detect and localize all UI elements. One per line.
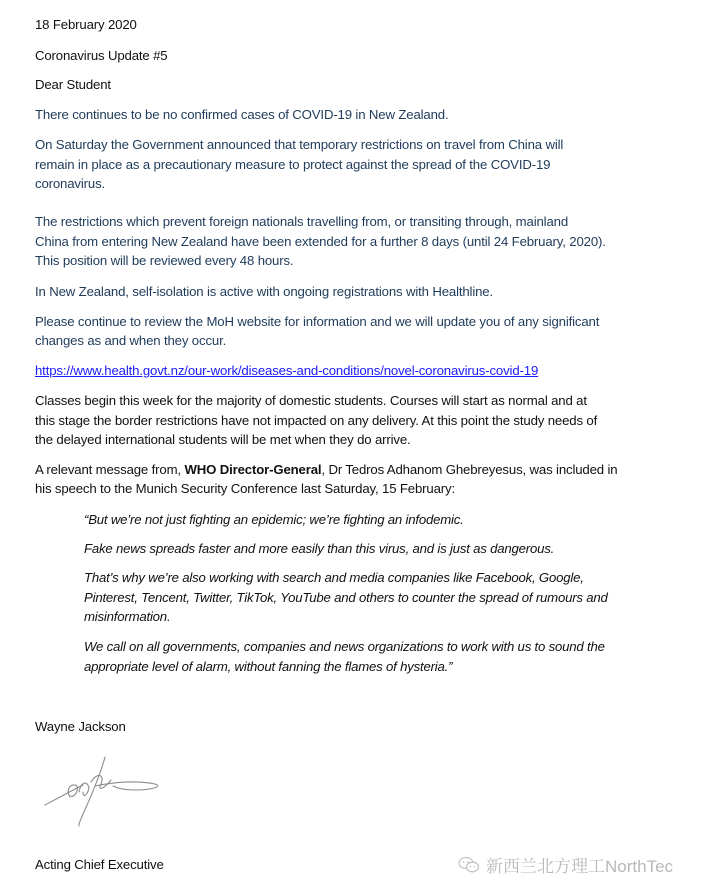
paragraph-restrictions-line: This position will be reviewed every 48 hours.: [35, 253, 294, 268]
quote-line: appropriate level of alarm, without fanning the flames of hysteria.”: [84, 659, 453, 674]
paragraph-travel-line: remain in place as a precautionary measure to protect against the spread of the COVID-19: [35, 157, 551, 172]
wechat-icon: [458, 856, 480, 874]
paragraph-classes-line: Classes begin this week for the majority of domestic students. Courses will start as normal and at: [35, 393, 587, 408]
paragraph-self-isolation: In New Zealand, self-isolation is active with ongoing registrations with Healthline.: [35, 284, 493, 299]
paragraph-restrictions-line: China from entering New Zealand have been extended for a further 8 days (until 24 February, 2020).: [35, 234, 606, 249]
paragraph-travel-line: On Saturday the Government announced that temporary restrictions on travel from China will: [35, 137, 564, 152]
salutation: Dear Student: [35, 77, 111, 92]
quote-line: Fake news spreads faster and more easily than this virus, and is just as dangerous.: [84, 541, 555, 556]
paragraph-travel-line: coronavirus.: [35, 176, 106, 191]
paragraph-no-cases: There continues to be no confirmed cases of COVID-19 in New Zealand.: [35, 107, 449, 122]
quote-line: That’s why we’re also working with search and media companies like Facebook, Google,: [84, 570, 584, 585]
who-intro-suffix: , Dr Tedros Adhanom Ghebreyesus, was included in: [321, 462, 618, 477]
letter-date: 18 February 2020: [35, 17, 137, 32]
watermark-text: 新西兰北方理工NorthTec: [486, 857, 674, 876]
paragraph-who-intro-line2: his speech to the Munich Security Conference last Saturday, 15 February:: [35, 481, 455, 496]
paragraph-who-intro: [35, 462, 617, 477]
paragraph-restrictions-line: The restrictions which prevent foreign nationals travelling from, or transiting through, mainland: [35, 214, 569, 229]
paragraph-moh-line: changes as and when they occur.: [35, 333, 227, 348]
moh-website-link[interactable]: https://www.health.govt.nz/our-work/diseases-and-conditions/novel-coronavirus-covid-19: [35, 363, 539, 378]
quote-line: We call on all governments, companies and news organizations to work with us to sound the: [84, 639, 605, 654]
signer-name: Wayne Jackson: [35, 719, 126, 734]
paragraph-classes-line: the delayed international students will be met when they do arrive.: [35, 432, 411, 447]
paragraph-moh-line: Please continue to review the MoH website for information and we will update you of any significant: [35, 314, 600, 329]
signature-image: [35, 752, 185, 842]
quote-line: Pinterest, Tencent, Twitter, TikTok, YouTube and others to counter the spread of rumours and: [84, 590, 608, 605]
quote-line: “But we’re not just fighting an epidemic; we’re fighting an infodemic.: [84, 512, 464, 527]
letter-subject: Coronavirus Update #5: [35, 48, 168, 63]
quote-line: misinformation.: [84, 609, 171, 624]
who-intro-prefix: A relevant message from,: [35, 462, 185, 477]
signer-title: Acting Chief Executive: [35, 857, 164, 872]
who-director-general: WHO Director-General: [184, 462, 322, 477]
paragraph-classes-line: this stage the border restrictions have not impacted on any delivery. At this point the study needs of: [35, 413, 598, 428]
watermark: [458, 852, 673, 877]
